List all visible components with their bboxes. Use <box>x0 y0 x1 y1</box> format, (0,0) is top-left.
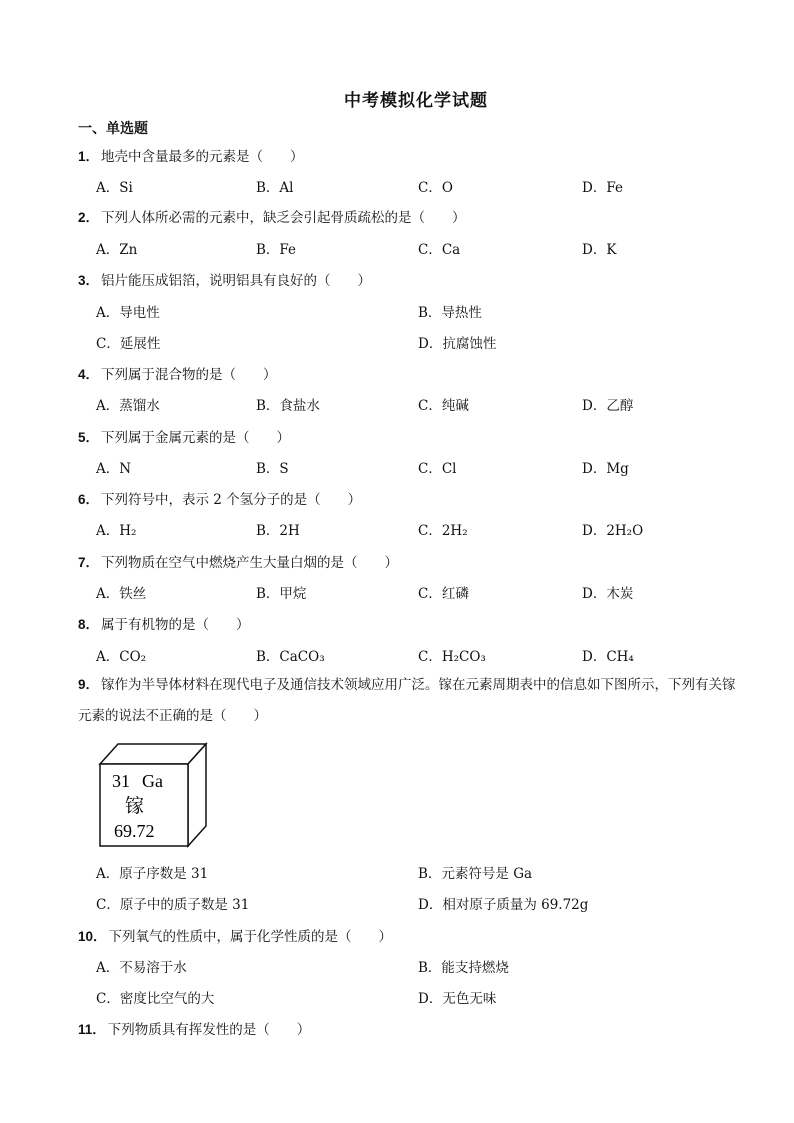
option-d: D．抗腐蚀性 <box>418 336 497 352</box>
question-text: 镓作为半导体材料在现代电子及通信技术领域应用广泛。镓在元素周期表中的信息如下图所示，下列有关镓元素的说法不正确的是（ ） <box>78 677 736 724</box>
option-d: D．Fe <box>582 180 623 196</box>
question-number: 7． <box>78 555 100 570</box>
option-d: D．相对原子质量为 69.72g <box>418 897 589 913</box>
option-d: D．乙醇 <box>582 398 634 414</box>
option-b: B．食盐水 <box>256 398 320 414</box>
option-d: D．CH₄ <box>582 649 634 665</box>
option-d: D．Mg <box>582 461 629 477</box>
option-a: A．N <box>96 461 132 477</box>
option-a: A．蒸馏水 <box>96 398 160 414</box>
option-d: D．K <box>582 242 617 258</box>
option-b: B．CaCO₃ <box>256 649 325 665</box>
question-text: 下列符号中，表示 2 个氢分子的是（ ） <box>101 492 362 508</box>
option-b: B．Fe <box>256 242 297 258</box>
question-text: 下列氧气的性质中，属于化学性质的是（ ） <box>108 929 393 945</box>
page-title: 中考模拟化学试题 <box>344 91 488 111</box>
option-c: C．2H₂ <box>418 523 468 539</box>
option-c: C．O <box>418 180 453 196</box>
option-a: A．CO₂ <box>96 649 147 665</box>
option-c: C．H₂CO₃ <box>418 649 486 665</box>
question-text: 下列属于金属元素的是（ ） <box>101 430 291 446</box>
option-c: C．原子中的质子数是 31 <box>96 897 250 913</box>
question-1 <box>78 145 304 165</box>
option-b: B．能支持燃烧 <box>418 960 509 976</box>
question-number: 6． <box>78 492 100 507</box>
option-a: A．Zn <box>96 242 138 258</box>
question-text: 下列人体所必需的元素中，缺乏会引起骨质疏松的是（ ） <box>101 210 466 226</box>
question-5 <box>78 426 290 446</box>
question-number: 10． <box>78 929 107 944</box>
option-b: B．元素符号是 Ga <box>418 866 533 882</box>
option-b: B．2H <box>256 523 300 539</box>
option-c: C．纯碱 <box>418 398 469 414</box>
section-heading: 一、单选题 <box>78 121 148 137</box>
element-number: 31 <box>112 771 130 791</box>
option-a: A．导电性 <box>96 305 160 321</box>
question-7 <box>78 551 398 571</box>
question-3 <box>78 269 371 289</box>
option-d: D．木炭 <box>582 586 634 602</box>
question-number: 4． <box>78 367 100 382</box>
question-text: 下列物质具有挥发性的是（ ） <box>107 1022 311 1038</box>
question-11 <box>78 1018 310 1038</box>
question-number: 1． <box>78 149 100 164</box>
question-text: 地壳中含量最多的元素是（ ） <box>101 149 304 165</box>
option-a: A．铁丝 <box>96 586 147 602</box>
option-b: B．Al <box>256 180 294 196</box>
question-9 <box>78 669 748 732</box>
question-number: 3． <box>78 273 100 288</box>
question-10 <box>78 925 392 945</box>
option-b: B．S <box>256 461 289 477</box>
option-c: C．Cl <box>418 461 457 477</box>
element-symbol: Ga <box>142 771 163 791</box>
question-text: 下列物质在空气中燃烧产生大量白烟的是（ ） <box>101 555 399 571</box>
question-text: 下列属于混合物的是（ ） <box>101 367 277 383</box>
question-number: 8． <box>78 617 100 632</box>
option-b: B．导热性 <box>418 305 482 321</box>
option-c: C．Ca <box>418 242 461 258</box>
option-a: A．原子序数是 31 <box>96 866 209 882</box>
option-c: C．密度比空气的大 <box>96 991 215 1007</box>
question-number: 5． <box>78 430 100 445</box>
question-number: 2． <box>78 210 100 225</box>
question-4 <box>78 363 277 383</box>
question-number: 9． <box>78 677 100 692</box>
question-number: 11． <box>78 1022 106 1037</box>
element-mass: 69.72 <box>114 821 155 841</box>
option-c: C．红磷 <box>418 586 469 602</box>
question-2 <box>78 206 466 226</box>
option-d: D．2H₂O <box>582 523 644 539</box>
element-name: 镓 <box>125 795 145 817</box>
option-a: A．Si <box>96 180 133 196</box>
question-8 <box>78 613 250 633</box>
option-b: B．甲烷 <box>256 586 307 602</box>
element-tile-figure <box>98 742 210 848</box>
question-text: 铝片能压成铝箔，说明铝具有良好的（ ） <box>101 273 372 289</box>
option-c: C．延展性 <box>96 336 161 352</box>
option-a: A．H₂ <box>96 523 137 539</box>
option-a: A．不易溶于水 <box>96 960 187 976</box>
question-text: 属于有机物的是（ ） <box>101 617 250 633</box>
question-6 <box>78 488 361 508</box>
option-d: D．无色无味 <box>418 991 497 1007</box>
